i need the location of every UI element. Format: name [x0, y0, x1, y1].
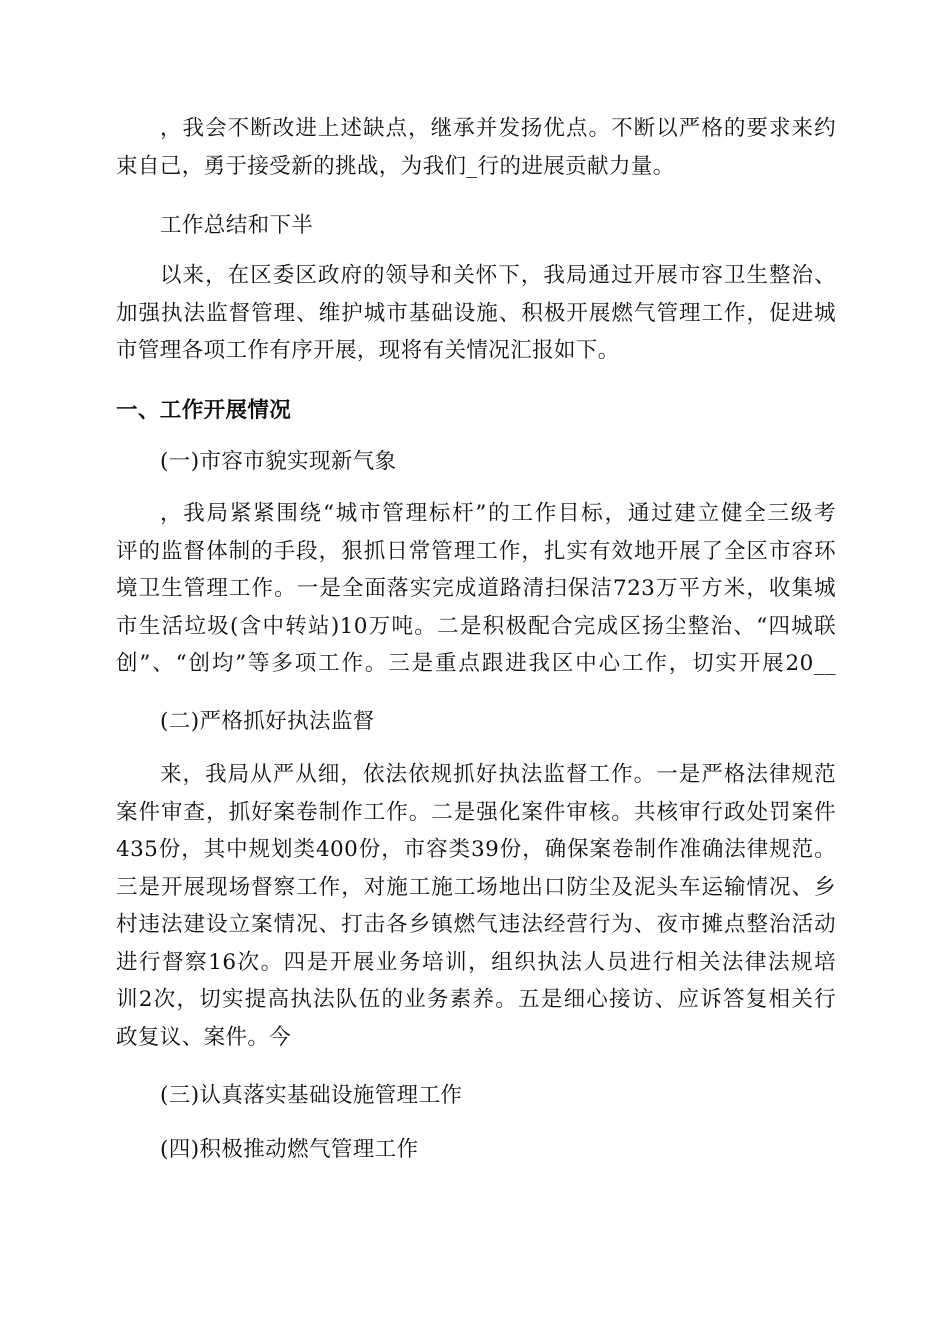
- paragraph-line: 来，我局从严从细，依法依规抓好执法监督工作。一是严格法律规范: [160, 762, 836, 787]
- paragraph-line: 束自己，勇于接受新的挑战，为我们_行的进展贡献力量。: [116, 153, 675, 179]
- subsection-heading-text: (二)严格抓好执法监督: [160, 709, 375, 734]
- paragraph-line: 市管理各项工作有序开展，现将有关情况汇报如下。: [116, 338, 620, 363]
- paragraph-line: 训2次，切实提高执法队伍的业务素养。五是细心接访、应诉答复相关行: [116, 987, 836, 1012]
- paragraph-line: 评的监督体制的手段，狠抓日常管理工作，扎实有效地开展了全区市容环: [116, 538, 836, 564]
- subsection-heading-2: [116, 703, 836, 741]
- paragraph-closing-remarks: [116, 110, 836, 185]
- paragraph-line: 三是开展现场督察工作，对施工施工场地出口防尘及泥头车运输情况、乡: [116, 874, 836, 900]
- paragraph-line: 市生活垃圾(含中转站)10万吨。二是积极配合完成区扬尘整治、“四城联: [116, 613, 836, 639]
- paragraph-line: 政复议、案件。今: [116, 1024, 292, 1050]
- paragraph-line: 435份，其中规划类400份，市容类39份，确保案卷制作准确法律规范。: [116, 837, 836, 862]
- subsection-heading-3: [116, 1077, 836, 1115]
- paragraph-line: ，我会不断改进上述缺点，继承并发扬优点。不断以严格的要求来约: [160, 116, 836, 141]
- paragraph-city-appearance: [116, 495, 836, 683]
- subsection-heading-text: (四)积极推动燃气管理工作: [160, 1137, 419, 1162]
- paragraph-line: 加强执法监督管理、维护城市基础设施、积极开展燃气管理工作，促进城: [116, 300, 836, 326]
- paragraph-line: ，我局紧紧围绕“城市管理标杆”的工作目标，通过建立健全三级考: [160, 501, 836, 526]
- section-heading: [116, 392, 836, 430]
- paragraph-line: 以来，在区委区政府的领导和关怀下，我局通过开展市容卫生整治、: [160, 263, 836, 288]
- paragraph-line: 境卫生管理工作。一是全面落实完成道路清扫保洁723万平方米，收集城: [116, 576, 836, 601]
- paragraph-line: 创”、“创均”等多项工作。三是重点跟进我区中心工作，切实开展20__: [116, 651, 836, 676]
- paragraph-summary-title: [116, 207, 836, 245]
- paragraph-line: 工作总结和下半: [160, 213, 314, 238]
- paragraph-introduction: [116, 257, 836, 370]
- subsection-heading-text: (一)市容市貌实现新气象: [160, 449, 397, 474]
- paragraph-line: 案件审查，抓好案卷制作工作。二是强化案件审核。共核审行政处罚案件: [116, 799, 836, 825]
- subsection-heading-text: (三)认真落实基础设施管理工作: [160, 1083, 463, 1108]
- paragraph-line: 村违法建设立案情况、打击各乡镇燃气违法经营行为、夜市摊点整治活动: [116, 912, 836, 937]
- paragraph-line: 进行督察16次。四是开展业务培训，组织执法人员进行相关法律法规培: [116, 949, 836, 975]
- section-heading-text: 一、工作开展情况: [116, 398, 292, 423]
- subsection-heading-1: [116, 443, 836, 481]
- paragraph-law-enforcement: [116, 756, 836, 1056]
- subsection-heading-4: [116, 1131, 836, 1169]
